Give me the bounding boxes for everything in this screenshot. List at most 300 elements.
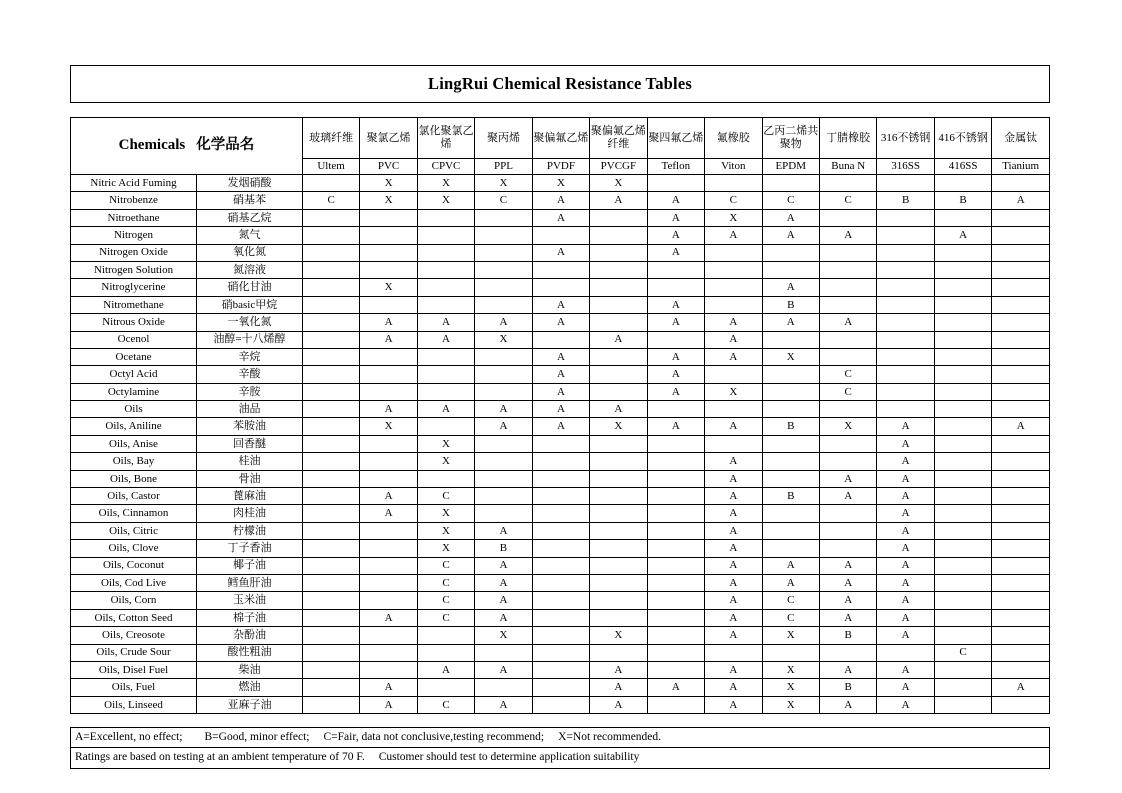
rating-cell (647, 696, 704, 713)
rating-cell (532, 470, 589, 487)
rating-cell (934, 557, 991, 574)
material-header-en-5: PVCGF (590, 159, 647, 175)
chemical-name-en: Oils, Fuel (71, 679, 197, 696)
rating-cell (934, 627, 991, 644)
rating-cell: A (705, 453, 762, 470)
table-body (71, 175, 1050, 714)
chemical-name-cn: 丁子香油 (197, 540, 303, 557)
rating-cell (417, 418, 474, 435)
rating-cell: C (302, 192, 359, 209)
rating-cell (819, 522, 876, 539)
rating-cell (934, 574, 991, 591)
rating-cell: C (762, 192, 819, 209)
chemical-name-en: Oils, Castor (71, 488, 197, 505)
rating-cell (992, 592, 1050, 609)
rating-cell: A (532, 383, 589, 400)
chemical-name-en: Oils, Anise (71, 435, 197, 452)
rating-cell (992, 435, 1050, 452)
chemical-name-cn: 桂油 (197, 453, 303, 470)
rating-cell (475, 279, 532, 296)
rating-cell (647, 488, 704, 505)
rating-cell: A (532, 366, 589, 383)
rating-cell (302, 435, 359, 452)
chemical-name-en: Nitroglycerine (71, 279, 197, 296)
chemical-name-en: Oils, Clove (71, 540, 197, 557)
rating-cell (992, 331, 1050, 348)
material-header-cn-5: 聚偏氟乙烯纤维 (590, 118, 647, 159)
rating-cell: A (819, 227, 876, 244)
legend-b: B=Good, minor effect; (204, 731, 310, 744)
rating-cell: C (417, 696, 474, 713)
table-row (71, 505, 1050, 522)
chemical-name-cn: 柠檬油 (197, 522, 303, 539)
rating-cell: A (877, 453, 934, 470)
material-header-en-7: Viton (705, 159, 762, 175)
table-row (71, 401, 1050, 418)
chemical-name-en: Nitrous Oxide (71, 314, 197, 331)
rating-cell (819, 296, 876, 313)
rating-cell: X (590, 627, 647, 644)
rating-cell: A (877, 609, 934, 626)
rating-cell (934, 418, 991, 435)
rating-cell: A (705, 696, 762, 713)
rating-cell: A (819, 592, 876, 609)
rating-cell: A (532, 296, 589, 313)
chemical-name-cn: 棉子油 (197, 609, 303, 626)
chemical-name-cn: 椰子油 (197, 557, 303, 574)
title-bar (70, 65, 1050, 103)
rating-cell: B (762, 488, 819, 505)
chemical-name-en: Nitric Acid Fuming (71, 175, 197, 192)
chemical-name-en: Oils, Bone (71, 470, 197, 487)
rating-cell (302, 644, 359, 661)
rating-cell: A (877, 435, 934, 452)
rating-cell (877, 279, 934, 296)
chemical-name-cn: 辛酸 (197, 366, 303, 383)
rating-cell (819, 540, 876, 557)
chemical-name-cn: 酸性粗油 (197, 644, 303, 661)
rating-cell (819, 331, 876, 348)
rating-cell: B (819, 627, 876, 644)
rating-cell: A (475, 418, 532, 435)
rating-cell (647, 627, 704, 644)
rating-cell (417, 383, 474, 400)
rating-cell (647, 644, 704, 661)
rating-cell (302, 592, 359, 609)
rating-cell: A (877, 505, 934, 522)
table-row (71, 644, 1050, 661)
rating-cell (302, 609, 359, 626)
rating-cell: B (762, 296, 819, 313)
rating-cell (647, 574, 704, 591)
rating-cell (360, 627, 417, 644)
table-row (71, 279, 1050, 296)
rating-cell (302, 261, 359, 278)
rating-cell: A (819, 557, 876, 574)
table-row (71, 244, 1050, 261)
rating-cell (302, 661, 359, 678)
rating-cell (877, 227, 934, 244)
rating-cell: A (647, 348, 704, 365)
chemical-name-cn: 燃油 (197, 679, 303, 696)
rating-cell: X (417, 453, 474, 470)
table-row (71, 522, 1050, 539)
rating-cell (360, 470, 417, 487)
rating-cell: A (590, 192, 647, 209)
testing-note-b: Customer should test to determine application suitability (378, 751, 640, 764)
table-row (71, 192, 1050, 209)
rating-cell: A (647, 383, 704, 400)
rating-cell (877, 401, 934, 418)
chemical-name-cn: 亚麻子油 (197, 696, 303, 713)
chemical-name-cn: 硝basic甲烷 (197, 296, 303, 313)
rating-cell: A (532, 314, 589, 331)
material-header-en-11: 416SS (934, 159, 991, 175)
chemical-name-cn: 氧化氮 (197, 244, 303, 261)
rating-cell (417, 227, 474, 244)
rating-cell (475, 296, 532, 313)
legend-x: X=Not recommended. (558, 731, 662, 744)
rating-cell (934, 244, 991, 261)
rating-cell (934, 209, 991, 226)
rating-cell (762, 331, 819, 348)
rating-cell: A (647, 209, 704, 226)
header-row-cn (71, 118, 1050, 159)
material-header-en-4: PVDF (532, 159, 589, 175)
rating-cell (360, 522, 417, 539)
rating-cell (762, 401, 819, 418)
rating-cell: A (647, 296, 704, 313)
rating-cell (819, 279, 876, 296)
rating-cell: A (360, 696, 417, 713)
rating-cell (590, 227, 647, 244)
rating-cell: A (819, 470, 876, 487)
rating-cell (647, 435, 704, 452)
rating-cell (934, 488, 991, 505)
rating-cell: C (417, 609, 474, 626)
material-header-en-1: PVC (360, 159, 417, 175)
chemical-name-cn: 硝基乙烷 (197, 209, 303, 226)
rating-cell (762, 644, 819, 661)
rating-cell: A (877, 488, 934, 505)
rating-cell: X (417, 505, 474, 522)
testing-note-a: Ratings are based on testing at an ambient temperature of 70 F. (75, 751, 365, 764)
rating-cell (360, 540, 417, 557)
table-row (71, 314, 1050, 331)
rating-cell (475, 209, 532, 226)
rating-cell: B (819, 679, 876, 696)
material-header-en-2: CPVC (417, 159, 474, 175)
rating-cell: A (705, 418, 762, 435)
rating-cell: X (762, 679, 819, 696)
rating-cell (590, 644, 647, 661)
rating-cell (590, 296, 647, 313)
rating-cell: B (877, 192, 934, 209)
chemical-name-en: Oils, Cinnamon (71, 505, 197, 522)
rating-cell: X (762, 696, 819, 713)
rating-cell (475, 644, 532, 661)
rating-cell: A (762, 314, 819, 331)
rating-cell: X (475, 331, 532, 348)
rating-cell (417, 366, 474, 383)
rating-cell (934, 348, 991, 365)
rating-cell (590, 540, 647, 557)
rating-cell: A (475, 574, 532, 591)
rating-cell (360, 574, 417, 591)
rating-cell (819, 453, 876, 470)
rating-cell (762, 435, 819, 452)
rating-cell (302, 488, 359, 505)
rating-cell (360, 661, 417, 678)
rating-cell: A (762, 574, 819, 591)
rating-cell: B (762, 418, 819, 435)
rating-cell (302, 227, 359, 244)
table-row (71, 592, 1050, 609)
material-header-cn-8: 乙丙二烯共聚物 (762, 118, 819, 159)
rating-cell (992, 209, 1050, 226)
rating-cell: X (762, 661, 819, 678)
table-row (71, 488, 1050, 505)
rating-cell: C (819, 192, 876, 209)
rating-cell (590, 435, 647, 452)
rating-cell: A (647, 314, 704, 331)
rating-cell (532, 227, 589, 244)
table-head (71, 118, 1050, 175)
rating-cell (532, 279, 589, 296)
table-row (71, 574, 1050, 591)
rating-cell: A (417, 314, 474, 331)
rating-cell (302, 331, 359, 348)
table-row (71, 261, 1050, 278)
table-row (71, 296, 1050, 313)
material-header-en-0: Ultem (302, 159, 359, 175)
chemical-name-en: Octylamine (71, 383, 197, 400)
rating-cell (647, 540, 704, 557)
rating-cell (417, 296, 474, 313)
legend-notes (70, 727, 1050, 769)
chemical-name-en: Nitrobenze (71, 192, 197, 209)
rating-cell (992, 314, 1050, 331)
table-row (71, 383, 1050, 400)
rating-cell (302, 540, 359, 557)
rating-cell (532, 331, 589, 348)
rating-cell (647, 470, 704, 487)
rating-cell (590, 609, 647, 626)
material-header-cn-3: 聚丙烯 (475, 118, 532, 159)
chemical-name-en: Oils, Linseed (71, 696, 197, 713)
page-title: LingRui Chemical Resistance Tables (428, 74, 692, 93)
material-header-en-6: Teflon (647, 159, 704, 175)
rating-cell (934, 383, 991, 400)
rating-cell (992, 348, 1050, 365)
rating-cell: A (705, 505, 762, 522)
rating-cell: A (532, 348, 589, 365)
rating-cell (992, 401, 1050, 418)
rating-cell (647, 175, 704, 192)
material-header-cn-0: 玻璃纤维 (302, 118, 359, 159)
table-row (71, 696, 1050, 713)
rating-cell: A (705, 592, 762, 609)
rating-cell (360, 453, 417, 470)
rating-cell (705, 279, 762, 296)
rating-cell (992, 540, 1050, 557)
rating-cell: A (992, 679, 1050, 696)
rating-cell (532, 435, 589, 452)
chemical-name-en: Nitrogen Oxide (71, 244, 197, 261)
chemical-name-en: Oils, Crude Sour (71, 644, 197, 661)
rating-cell (417, 279, 474, 296)
rating-cell: X (705, 209, 762, 226)
rating-cell: A (590, 696, 647, 713)
rating-cell (417, 679, 474, 696)
rating-cell: A (475, 314, 532, 331)
rating-cell: A (819, 488, 876, 505)
chemical-name-en: Oils, Aniline (71, 418, 197, 435)
rating-cell (302, 557, 359, 574)
rating-cell: X (417, 192, 474, 209)
rating-cell (877, 383, 934, 400)
rating-cell (532, 696, 589, 713)
table-row (71, 453, 1050, 470)
rating-cell (302, 209, 359, 226)
chemical-name-cn: 发烟硝酸 (197, 175, 303, 192)
rating-cell (934, 540, 991, 557)
rating-cell (819, 644, 876, 661)
rating-cell (302, 522, 359, 539)
rating-cell: C (475, 192, 532, 209)
rating-cell (590, 279, 647, 296)
chemical-name-en: Nitromethane (71, 296, 197, 313)
rating-cell (360, 261, 417, 278)
rating-cell (762, 175, 819, 192)
rating-cell: A (705, 627, 762, 644)
rating-cell (934, 296, 991, 313)
rating-cell: X (417, 522, 474, 539)
rating-cell: A (647, 192, 704, 209)
rating-cell (590, 314, 647, 331)
rating-cell (475, 227, 532, 244)
rating-cell (302, 453, 359, 470)
rating-cell (819, 244, 876, 261)
rating-cell: X (475, 627, 532, 644)
chemical-name-cn: 杂酚油 (197, 627, 303, 644)
rating-cell (360, 244, 417, 261)
material-header-en-8: EPDM (762, 159, 819, 175)
chemical-name-cn: 鳕鱼肝油 (197, 574, 303, 591)
chemical-name-en: Oils (71, 401, 197, 418)
rating-cell (590, 592, 647, 609)
rating-cell (705, 244, 762, 261)
rating-cell (877, 331, 934, 348)
table-row (71, 331, 1050, 348)
rating-cell (532, 592, 589, 609)
rating-cell (819, 401, 876, 418)
rating-cell: A (705, 331, 762, 348)
chemical-name-en: Nitrogen (71, 227, 197, 244)
rating-cell: A (705, 470, 762, 487)
chemical-name-cn: 油品 (197, 401, 303, 418)
rating-cell (934, 331, 991, 348)
rating-cell (705, 401, 762, 418)
rating-cell (934, 505, 991, 522)
chemical-name-cn: 肉桂油 (197, 505, 303, 522)
rating-cell (992, 227, 1050, 244)
material-header-en-12: Tianium (992, 159, 1050, 175)
legend-a: A=Excellent, no effect; (75, 731, 183, 744)
rating-cell: X (590, 418, 647, 435)
chemical-name-en: Oils, Cotton Seed (71, 609, 197, 626)
rating-cell (934, 401, 991, 418)
rating-cell (360, 209, 417, 226)
rating-cell (532, 627, 589, 644)
rating-cell: A (705, 488, 762, 505)
rating-cell (647, 609, 704, 626)
chemical-name-en: Oils, Coconut (71, 557, 197, 574)
rating-cell: A (877, 574, 934, 591)
chemical-name-en: Nitrogen Solution (71, 261, 197, 278)
rating-cell: C (819, 383, 876, 400)
rating-cell: A (762, 209, 819, 226)
chemical-name-cn: 玉米油 (197, 592, 303, 609)
rating-cell (647, 522, 704, 539)
rating-cell (417, 261, 474, 278)
rating-cell (705, 435, 762, 452)
chemical-name-cn: 蓖麻油 (197, 488, 303, 505)
rating-cell: A (762, 227, 819, 244)
rating-cell (705, 261, 762, 278)
rating-cell (992, 244, 1050, 261)
material-header-cn-11: 416不锈钢 (934, 118, 991, 159)
rating-cell: A (705, 574, 762, 591)
rating-cell: A (762, 279, 819, 296)
rating-cell: A (360, 488, 417, 505)
material-header-cn-9: 丁腈橡胶 (819, 118, 876, 159)
rating-cell (992, 609, 1050, 626)
rating-cell (877, 366, 934, 383)
material-header-cn-10: 316不锈钢 (877, 118, 934, 159)
rating-cell (647, 661, 704, 678)
rating-cell: A (475, 557, 532, 574)
rating-cell: A (705, 314, 762, 331)
rating-cell (302, 244, 359, 261)
rating-cell (360, 366, 417, 383)
material-header-cn-2: 氯化聚氯乙烯 (417, 118, 474, 159)
table-row (71, 540, 1050, 557)
rating-cell: A (475, 401, 532, 418)
rating-cell (762, 522, 819, 539)
rating-cell (647, 331, 704, 348)
rating-cell (475, 383, 532, 400)
rating-cell (762, 470, 819, 487)
rating-cell (819, 435, 876, 452)
rating-cell: X (360, 175, 417, 192)
table-row (71, 435, 1050, 452)
rating-cell: A (532, 244, 589, 261)
rating-cell (762, 244, 819, 261)
chemical-name-cn: 辛胺 (197, 383, 303, 400)
rating-cell: X (762, 348, 819, 365)
rating-cell: A (819, 314, 876, 331)
rating-cell: A (475, 592, 532, 609)
rating-cell (992, 574, 1050, 591)
material-header-cn-12: 金属钛 (992, 118, 1050, 159)
rating-cell (302, 679, 359, 696)
rating-cell (475, 366, 532, 383)
rating-cell (417, 348, 474, 365)
rating-cell (417, 209, 474, 226)
rating-cell (417, 644, 474, 661)
rating-cell (934, 470, 991, 487)
